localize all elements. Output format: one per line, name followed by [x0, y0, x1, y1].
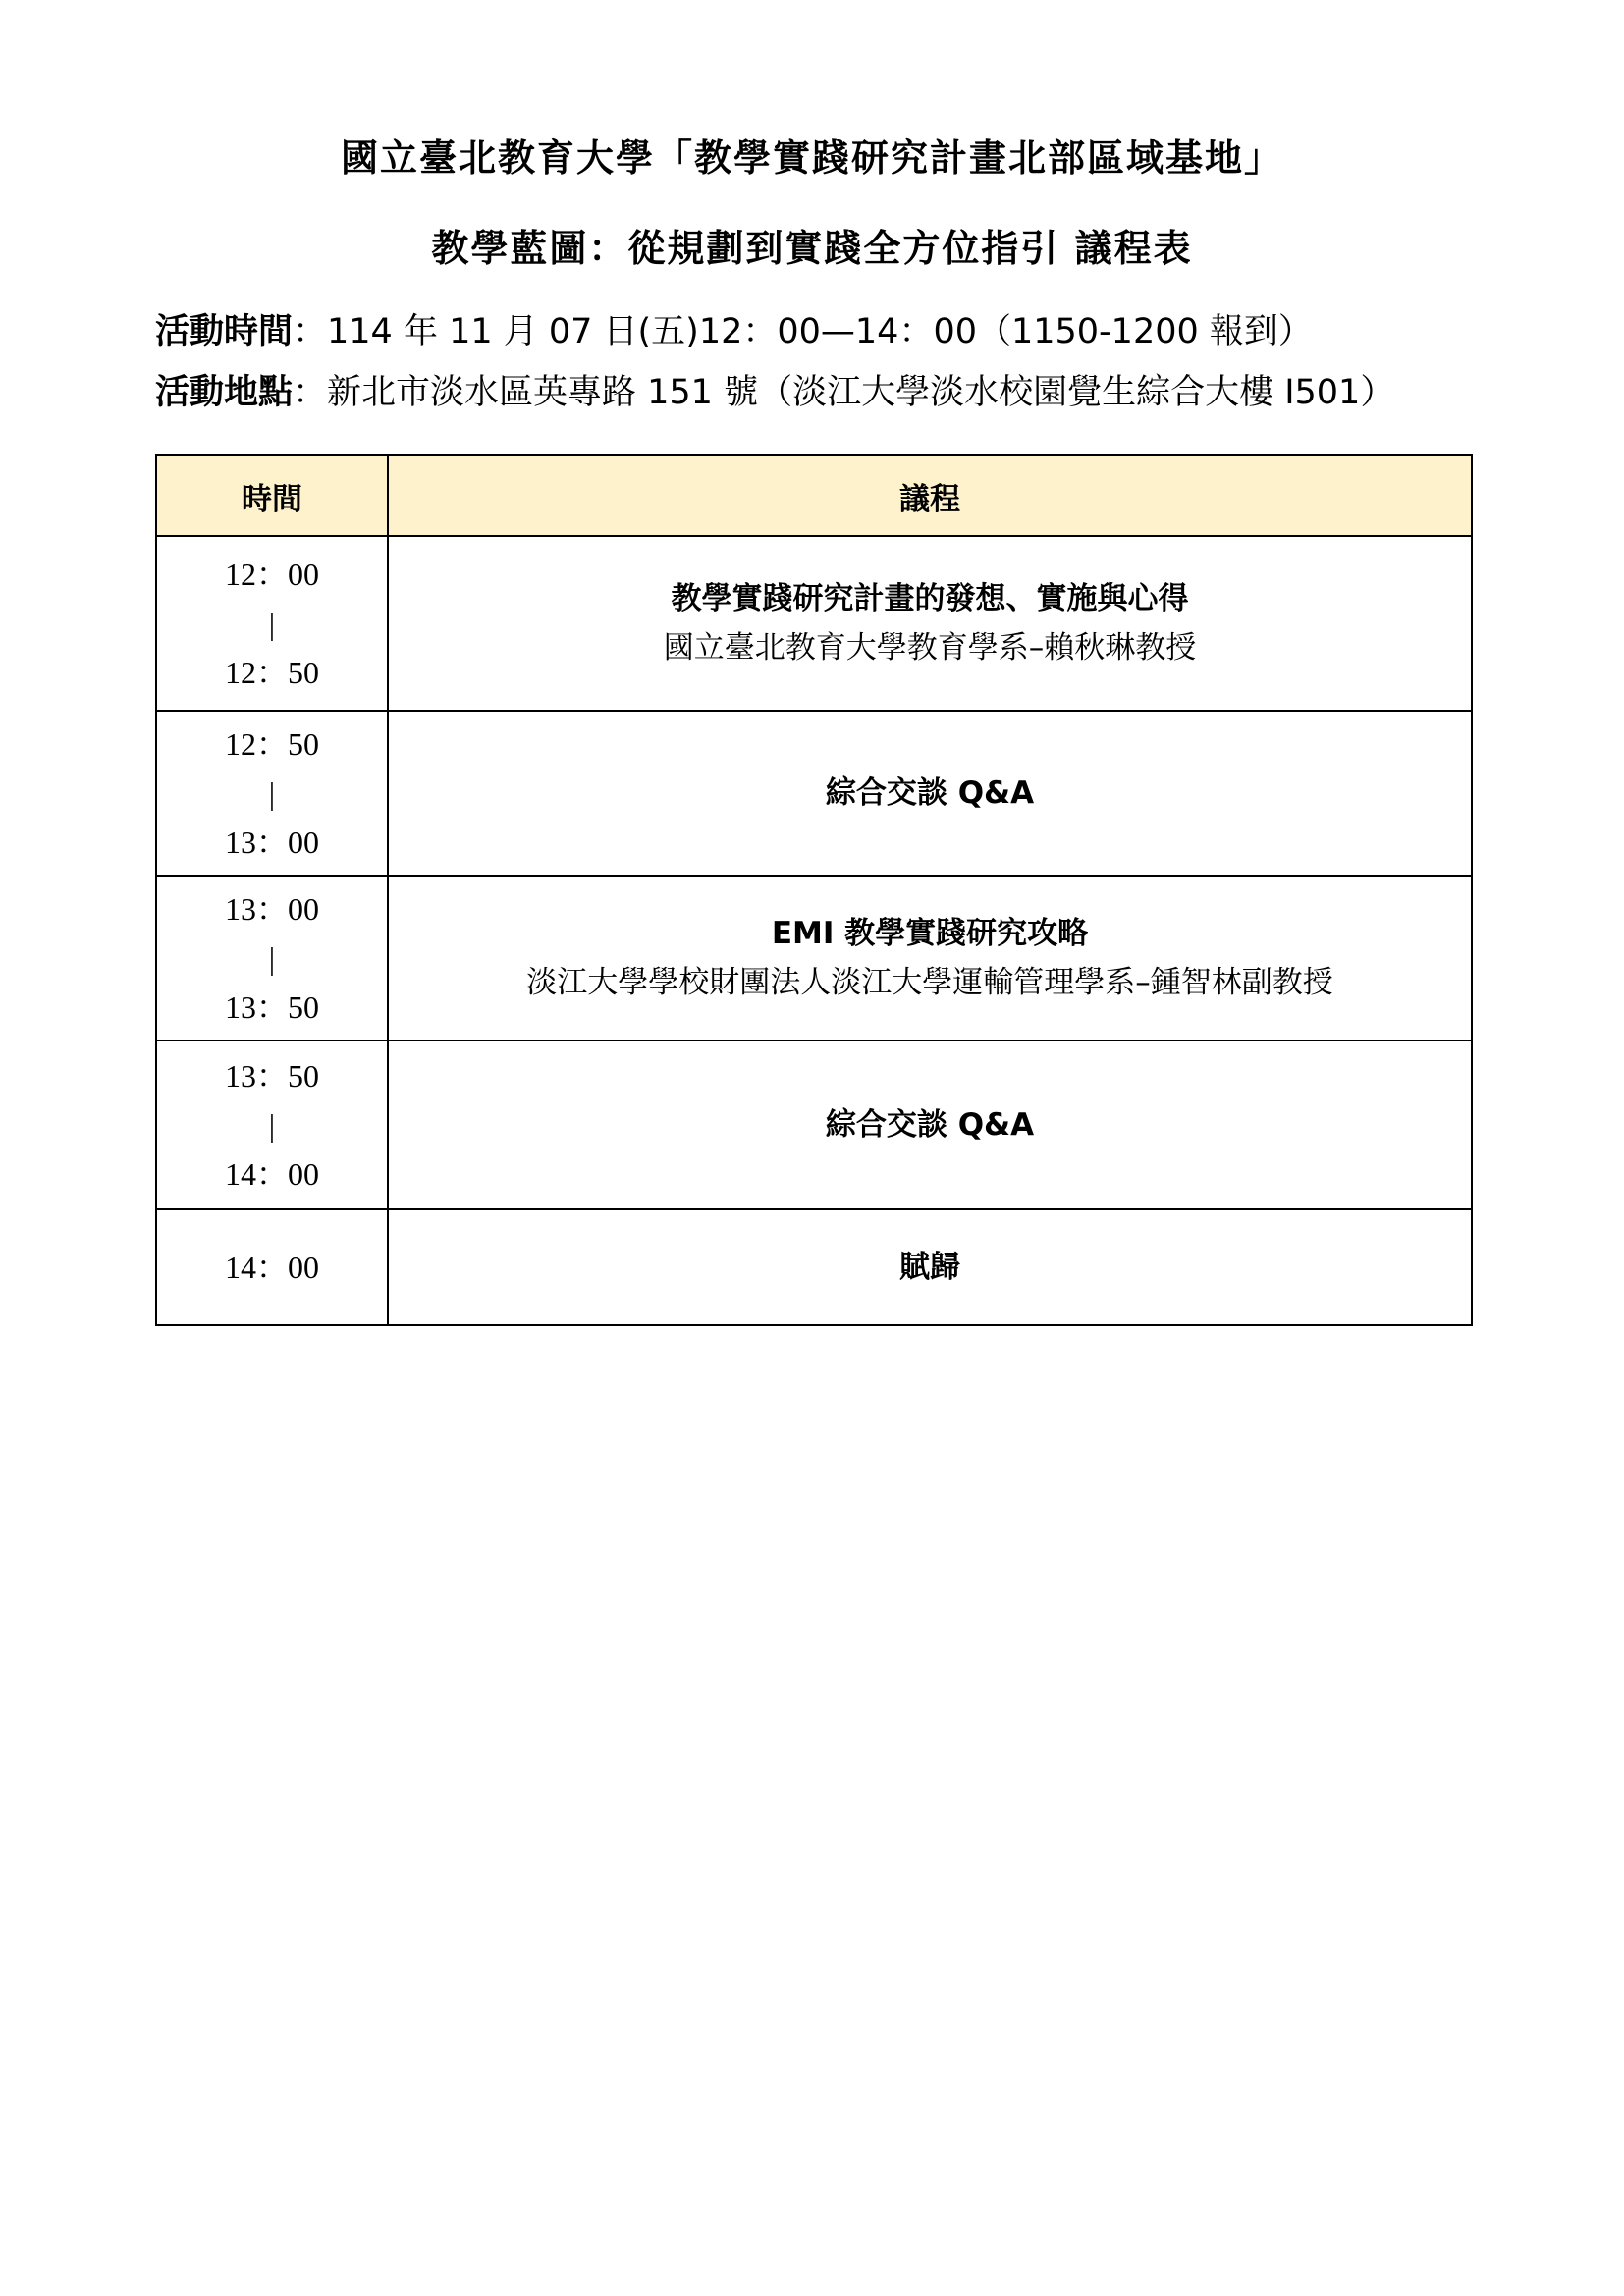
table-row — [156, 876, 1472, 1041]
end-time: 13：00 — [224, 825, 319, 860]
event-time-value: ：114 年 11 月 07 日(五)12：00—14：00（1150-1200 報到） — [293, 312, 1313, 351]
end-time: 14：00 — [224, 1156, 319, 1192]
event-time-label: 活動時間 — [155, 312, 294, 351]
page-title: 國立臺北教育大學「教學實踐研究計畫北部區域基地」 — [340, 136, 1283, 180]
start-time: 12：50 — [224, 726, 319, 762]
page-subtitle: 教學藍圖：從規劃到實踐全方位指引 議程表 — [431, 227, 1193, 270]
session-speaker: 淡江大學學校財團法人淡江大學運輸管理學系–鍾智林副教授 — [526, 965, 1333, 1000]
agenda-header-row — [156, 455, 1472, 536]
time-cell — [156, 711, 388, 876]
header-agenda: 議程 — [388, 455, 1472, 536]
table-row — [156, 1041, 1472, 1209]
time-separator: | — [268, 1107, 276, 1143]
session-title: 教學實踐研究計畫的發想、實施與心得 — [671, 581, 1189, 616]
end-time: 13：50 — [224, 989, 319, 1025]
start-time: 13：00 — [224, 891, 319, 927]
start-time: 12：00 — [224, 557, 319, 592]
table-row — [156, 1209, 1472, 1325]
time-separator: | — [268, 775, 276, 811]
time-separator: | — [268, 606, 276, 641]
time-cell — [156, 876, 388, 1041]
session-title: EMI 教學實踐研究攻略 — [771, 916, 1089, 951]
event-place-label: 活動地點 — [155, 373, 294, 412]
table-row — [156, 711, 1472, 876]
time-cell — [156, 1041, 388, 1209]
time-separator: | — [268, 940, 276, 976]
time-cell — [156, 536, 388, 711]
event-place-line — [155, 365, 1394, 414]
agenda-table — [155, 454, 1473, 1326]
end-time: 12：50 — [224, 655, 319, 690]
agenda-cell — [388, 711, 1472, 876]
event-place-value: ：新北市淡水區英專路 151 號（淡江大學淡水校園覺生綜合大樓 I501） — [293, 373, 1395, 412]
session-title: 綜合交談 Q&A — [825, 775, 1035, 811]
table-row — [156, 536, 1472, 711]
agenda-cell — [388, 1041, 1472, 1209]
session-title: 賦歸 — [899, 1250, 960, 1285]
header-time: 時間 — [156, 455, 388, 536]
session-title: 綜合交談 Q&A — [825, 1107, 1035, 1143]
start-time: 13：50 — [224, 1058, 319, 1094]
start-time: 14：00 — [224, 1250, 319, 1285]
agenda-cell — [388, 1209, 1472, 1325]
session-speaker: 國立臺北教育大學教育學系–賴秋琳教授 — [663, 630, 1197, 666]
agenda-cell — [388, 876, 1472, 1041]
agenda-cell — [388, 536, 1472, 711]
time-cell — [156, 1209, 388, 1325]
event-time-line — [155, 304, 1313, 353]
